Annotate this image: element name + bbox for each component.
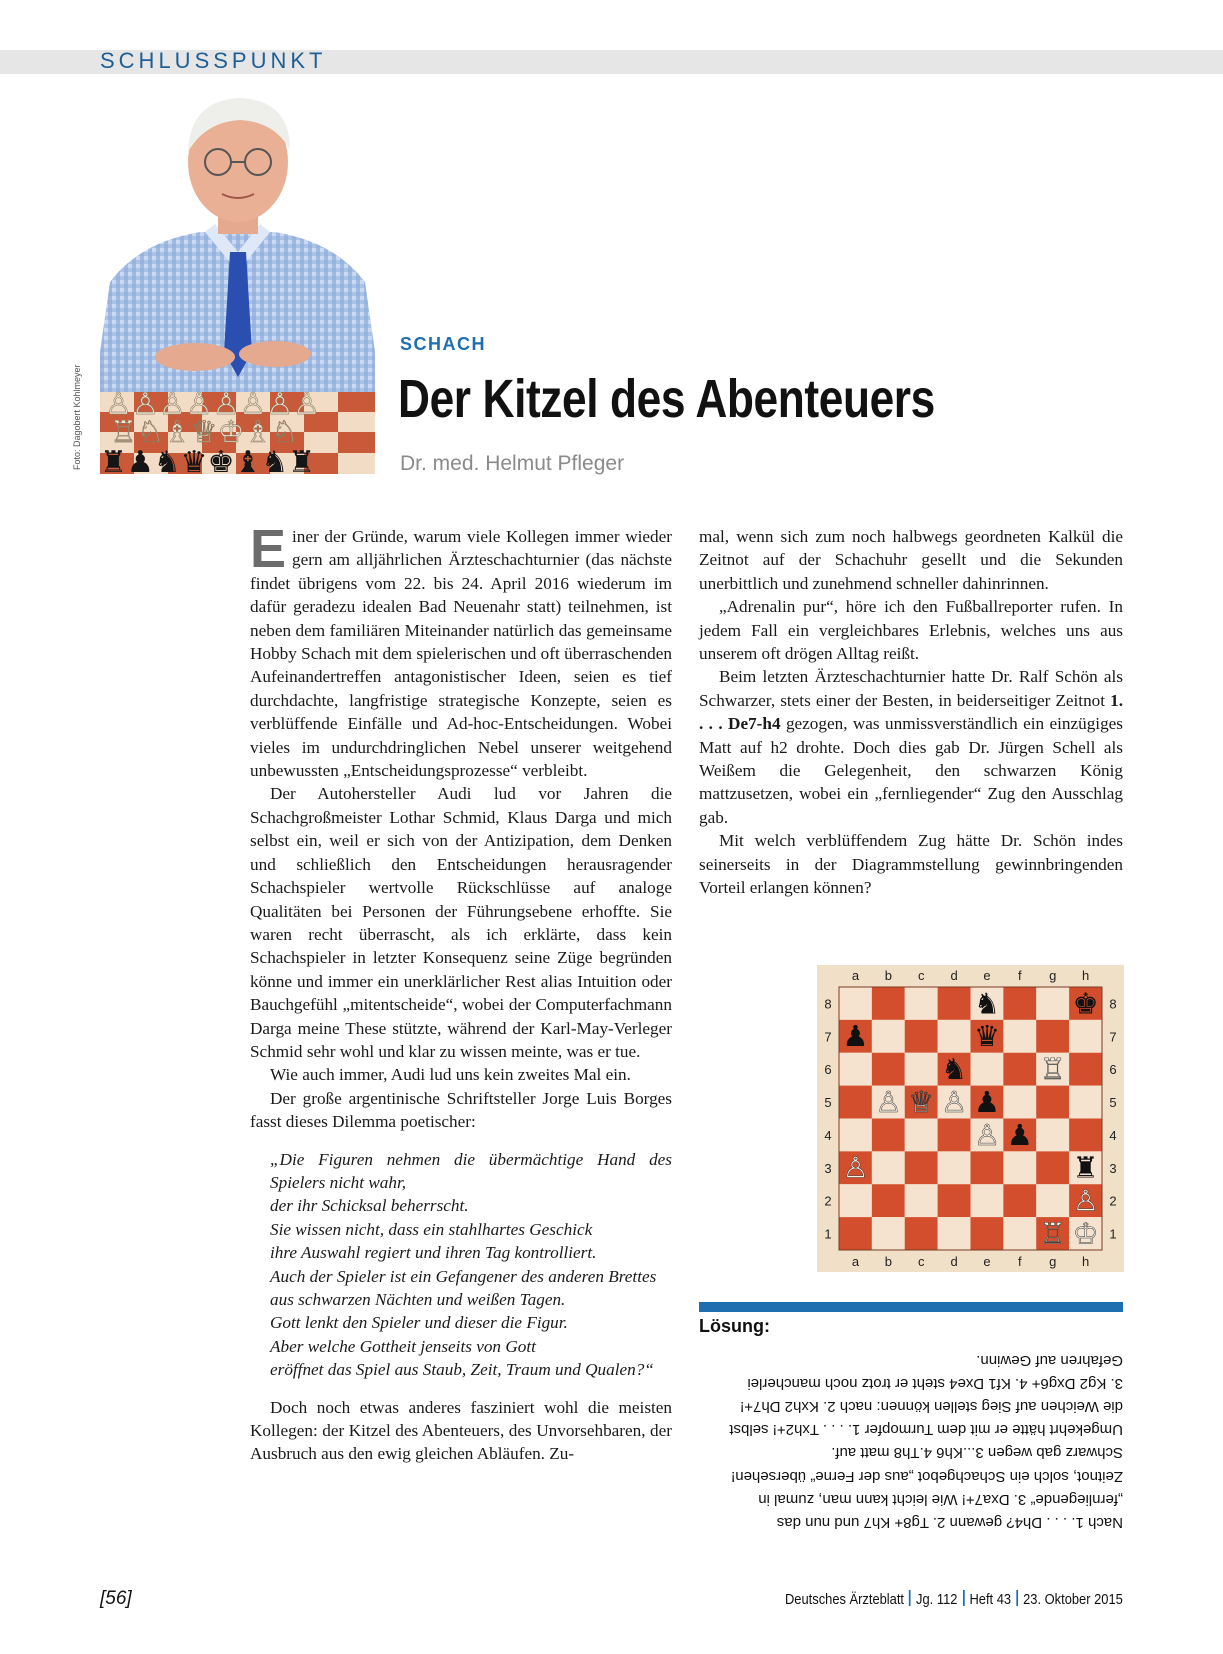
chess-move: 1. . . . De7-h4 (699, 690, 1123, 734)
section-label: SCHLUSSPUNKT (100, 48, 327, 73)
board-square-d2 (938, 1184, 971, 1217)
chess-piece-black-pawn-a7: ♟ (842, 1019, 869, 1054)
poem-line: Aber welche Gottheit jenseits von Gott (270, 1336, 536, 1356)
board-square-h5 (1069, 1086, 1102, 1119)
board-square-f2 (1003, 1184, 1036, 1217)
solution-line: „fernliegende“ 3. Dxa7+! Wie leicht kann man, zumal in (758, 1490, 1123, 1508)
paragraph-borges: Der große argentinische Schriftsteller Jorge Luis Borges fasst dieses Dilemma poetischer: (250, 1088, 672, 1132)
solution-line: die Weichen auf Sieg stellen können: nach 2. Kxh2 Dh7+! (740, 1397, 1123, 1415)
author-photo-illustration (100, 92, 375, 474)
board-square-g4 (1036, 1119, 1069, 1152)
board-square-g8 (1036, 987, 1069, 1020)
chess-piece-black-rook-h3: ♜ (1072, 1150, 1099, 1185)
board-square-b8 (872, 987, 905, 1020)
chess-piece-white-pawn-d5: ♙ (941, 1084, 968, 1119)
footer-journal: Deutsches Ärzteblatt (785, 1591, 905, 1608)
footer-date: 23. Oktober 2015 (1023, 1591, 1123, 1608)
board-square-b2 (872, 1184, 905, 1217)
paragraph-intro-text: iner der Gründe, warum viele Kollegen immer wieder gern am alljährlichen Ärzteschachturnier (das nächste findet übrigens vom 22. bis 24. April 2016 wiederum im dafür geradezu idealen Bad Neuenahr statt) teilnehmen, ist neben dem familiären Miteinander natürlich das gemeinsame Hobby Schach mit dem spielerischen und oft überraschenden Aufeinandertreffen antagonistischer Ideen, seien es tief durchdachte, langfristige strategische Konzepte, seien es verblüffende Einfälle und Ad-hoc-Entscheidungen. Wobei vieles im undurchdringlichen Nebel unserer weitgehend unbewussten „Entscheidungsprozesse“ verbleibt. (250, 527, 672, 781)
board-square-b4 (872, 1119, 905, 1152)
board-square-a4 (839, 1119, 872, 1152)
paragraph-question: Mit welch verblüffendem Zug hätte Dr. Schön indes seinerseits in der Diagrammstellung gewinnbringenden Vorteil erlangen können? (699, 831, 1123, 898)
page-number: [56] (100, 1588, 132, 1609)
footer-issue: Heft 43 (969, 1591, 1012, 1608)
chess-piece-white-rook-g6: ♖ (1039, 1052, 1066, 1087)
solution-line: Nach 1. . . . Dh4? gewann 2. Tg8+ Kh7 und nun das (776, 1514, 1123, 1531)
paragraph-audi-followup: Wie auch immer, Audi lud uns kein zweites Mal ein. (270, 1065, 631, 1085)
article-kicker: SCHACH (400, 334, 487, 354)
rank-label-left: 8 (824, 996, 832, 1012)
paragraph-tournament-text: Beim letzten Ärzteschachturnier hatte Dr. Ralf Schön als Schwarzer, stets einer der Besten, in beiderseitiger Zeitnot (699, 667, 1123, 710)
board-square-a5 (839, 1086, 872, 1119)
board-square-d8 (938, 987, 971, 1020)
rank-label-right: 2 (1109, 1193, 1117, 1209)
poem-line: der ihr Schicksal beherrscht. (270, 1196, 469, 1216)
poem-line: eröffnet das Spiel aus Staub, Zeit, Traum und Qualen?“ (270, 1360, 654, 1380)
rank-label-right: 4 (1109, 1127, 1117, 1143)
file-label-bottom: a (851, 1254, 860, 1269)
solution-accent-bar (699, 1302, 1123, 1312)
solution-line: 3. Kg2 Dxg6+ 4. Kf1 Dxe4 steht er trotz noch mancherlei (747, 1374, 1123, 1392)
file-label-bottom: b (884, 1254, 892, 1269)
chess-piece-white-pawn-h2: ♙ (1072, 1183, 1099, 1218)
paragraph-adventure: Doch noch etwas anderes fasziniert wohl die meisten Kollegen: der Kitzel des Abenteuers, des Unvorsehbaren, der Ausbruch aus den ewig gleichen Abläufen. Zu- (250, 1397, 672, 1464)
rank-label-left: 7 (824, 1029, 832, 1045)
file-label-top: b (884, 968, 892, 983)
chess-piece-black-pawn-e5: ♟ (973, 1084, 1000, 1119)
chess-piece-black-king-h8: ♚ (1072, 986, 1099, 1021)
footer-separator (963, 1590, 965, 1606)
board-square-c3 (905, 1151, 938, 1184)
file-label-bottom: c (917, 1254, 925, 1269)
board-square-d7 (938, 1020, 971, 1053)
footer-separator (1016, 1590, 1018, 1606)
chess-piece-black-knight-e8: ♞ (973, 986, 1000, 1021)
chess-piece-black-pawn-f4: ♟ (1006, 1117, 1033, 1152)
board-square-e1 (971, 1217, 1004, 1250)
svg-text:♖♘♗♕♔♗♘: ♖♘♗♕♔♗♘ (110, 415, 299, 450)
file-label-bottom: h (1081, 1254, 1090, 1269)
footer-citation (785, 1590, 1123, 1608)
chess-board (817, 965, 1124, 1272)
poem-line: „Die Figuren nehmen die übermächtige Hand des Spielers nicht wahr, (270, 1149, 672, 1192)
poem-line: Auch der Spieler ist ein Gefangener des anderen Brettes (270, 1266, 657, 1286)
board-square-e2 (971, 1184, 1004, 1217)
board-square-f1 (1003, 1217, 1036, 1250)
rank-label-right: 7 (1109, 1029, 1117, 1045)
rank-label-left: 3 (824, 1160, 832, 1176)
board-square-g5 (1036, 1086, 1069, 1119)
chess-piece-white-queen-c5: ♕ (908, 1084, 935, 1119)
board-square-f8 (1003, 987, 1036, 1020)
board-square-h6 (1069, 1053, 1102, 1086)
svg-text:♜♟♞♛♚♝♞♜: ♜♟♞♛♚♝♞♜ (100, 445, 316, 474)
file-label-bottom: g (1049, 1254, 1057, 1269)
solution-line: Schwarz gab wegen 3...Kh6 4.Th8 matt auf. (831, 1444, 1123, 1462)
poem-line: Sie wissen nicht, dass ein stahlhartes Geschick (270, 1219, 593, 1239)
board-square-g2 (1036, 1184, 1069, 1217)
file-label-bottom: e (983, 1254, 991, 1269)
chess-piece-white-pawn-b5: ♙ (875, 1084, 902, 1119)
board-square-a2 (839, 1184, 872, 1217)
paragraph-audi: Der Autohersteller Audi lud vor Jahren die Schachgroßmeister Lothar Schmid, Klaus Darga und mich selbst ein, weil er sich von der Antizipation, dem Denken und schließlich den Entscheidungen herausragender Schachspieler wertvolle Rückschlüsse auf analoge Qualitäten bei Personen der Führungsebene erhoffte. Sie waren recht überrascht, als ich erklärte, dass kein Schachspieler in letzter Konsequenz seine Züge begründen könne und immer ein unerklärlicher Rest alias Intuition oder Bauchgefühl „mitentscheide“, wobei der Computerfachmann Darga meine These stützte, während der Karl-May-Verleger Schmid sehr wohl und klar zu wissen meinte, was er tue. (250, 784, 672, 1061)
board-square-f3 (1003, 1151, 1036, 1184)
board-square-e6 (971, 1053, 1004, 1086)
rank-label-right: 3 (1109, 1160, 1117, 1176)
board-square-a1 (839, 1217, 872, 1250)
footer-separator (909, 1590, 911, 1606)
board-square-b1 (872, 1217, 905, 1250)
file-label-top: e (983, 968, 991, 983)
board-square-c1 (905, 1217, 938, 1250)
rank-label-right: 6 (1109, 1062, 1117, 1078)
board-square-f6 (1003, 1053, 1036, 1086)
board-square-d1 (938, 1217, 971, 1250)
file-label-top: d (950, 968, 958, 983)
footer-volume: Jg. 112 (916, 1591, 958, 1608)
file-label-top: h (1081, 968, 1090, 983)
board-square-d3 (938, 1151, 971, 1184)
board-square-h4 (1069, 1119, 1102, 1152)
file-label-top: f (1018, 968, 1022, 983)
poem-line: aus schwarzen Nächten und weißen Tagen. (270, 1290, 566, 1309)
board-square-b6 (872, 1053, 905, 1086)
solution-line: Gefahren auf Gewinn. (976, 1351, 1123, 1369)
file-label-top: a (851, 968, 860, 983)
rank-label-right: 8 (1109, 996, 1117, 1012)
rank-label-right: 5 (1109, 1095, 1117, 1111)
svg-text:♙♙♙♙♙♙♙♙: ♙♙♙♙♙♙♙♙ (105, 387, 321, 422)
paragraph-adrenalin: „Adrenalin pur“, höre ich den Fußballreporter rufen. In jedem Fall ein vergleichbares Erlebnis, welches uns aus unserem oft drögen Alltag reißt. (699, 597, 1123, 664)
chess-piece-white-rook-g1: ♖ (1039, 1216, 1066, 1251)
rank-label-left: 4 (824, 1127, 832, 1143)
author-photo (100, 92, 375, 474)
drop-cap: E (250, 519, 287, 579)
board-square-e3 (971, 1151, 1004, 1184)
solution-line: Zeitnot, solch ein Schachgebot „aus der Ferne“ übersehen! (731, 1467, 1123, 1485)
board-square-c2 (905, 1184, 938, 1217)
solution-line: Umgekehrt hätte er mit dem Turmopfer 1. . . . Txh2+! selbst (729, 1421, 1123, 1439)
board-square-a6 (839, 1053, 872, 1086)
board-square-c4 (905, 1119, 938, 1152)
board-square-g3 (1036, 1151, 1069, 1184)
chess-piece-black-knight-d6: ♞ (941, 1052, 968, 1087)
board-square-c7 (905, 1020, 938, 1053)
text-column-left (250, 519, 672, 1466)
file-label-top: c (917, 968, 925, 983)
board-square-f5 (1003, 1086, 1036, 1119)
rank-label-left: 6 (824, 1062, 832, 1078)
article-author: Dr. med. Helmut Pfleger (400, 452, 625, 475)
chess-piece-black-queen-e7: ♛ (973, 1019, 1000, 1054)
board-square-d4 (938, 1119, 971, 1152)
paragraph-continuation: mal, wenn sich zum noch halbwegs geordneten Kalkül die Zeitnot auf der Schachuhr gesellt und die Sekunden unerbittlich und zunehmend schneller dahinrinnen. (699, 527, 1123, 593)
solution-text-upside-down (699, 1342, 1123, 1534)
chess-piece-white-pawn-e4: ♙ (973, 1117, 1000, 1152)
board-square-g7 (1036, 1020, 1069, 1053)
chess-diagram (817, 965, 1124, 1272)
rank-label-left: 2 (824, 1193, 832, 1209)
solution-heading: Lösung: (699, 1316, 770, 1336)
board-square-a8 (839, 987, 872, 1020)
text-column-right (699, 525, 1123, 900)
board-square-c6 (905, 1053, 938, 1086)
board-square-c8 (905, 987, 938, 1020)
paragraph-tournament-text-end: gezogen, was unmissverständlich ein einzügiges Matt auf h2 drohte. Doch dies gab Dr. Jürgen Schell als Weißem die Gelegenheit, den schwarzen König mattzusetzen, wobei ein „fernliegender“ Zug den Ausschlag gab. (699, 714, 1123, 827)
file-label-top: g (1049, 968, 1057, 983)
rank-label-left: 5 (824, 1095, 832, 1111)
photo-credit: Foto: Dagobert Kohlmeyer (72, 364, 82, 470)
file-label-bottom: d (950, 1254, 958, 1269)
rank-label-right: 1 (1109, 1226, 1117, 1242)
paragraph-tournament (699, 665, 1123, 829)
board-square-f7 (1003, 1020, 1036, 1053)
rank-label-left: 1 (824, 1226, 832, 1242)
chess-piece-white-pawn-a3: ♙ (842, 1150, 869, 1185)
board-square-b3 (872, 1151, 905, 1184)
borges-poem (270, 1148, 672, 1382)
board-square-h7 (1069, 1020, 1102, 1053)
file-label-bottom: f (1018, 1254, 1022, 1269)
paragraph-intro (250, 519, 672, 782)
chess-piece-white-king-h1: ♔ (1072, 1216, 1099, 1251)
article-title: Der Kitzel des Abenteuers (398, 369, 935, 429)
poem-line: Gott lenkt den Spieler und dieser die Figur. (270, 1313, 568, 1333)
board-square-b7 (872, 1020, 905, 1053)
poem-line: ihre Auswahl regiert und ihren Tag kontrolliert. (270, 1243, 597, 1263)
